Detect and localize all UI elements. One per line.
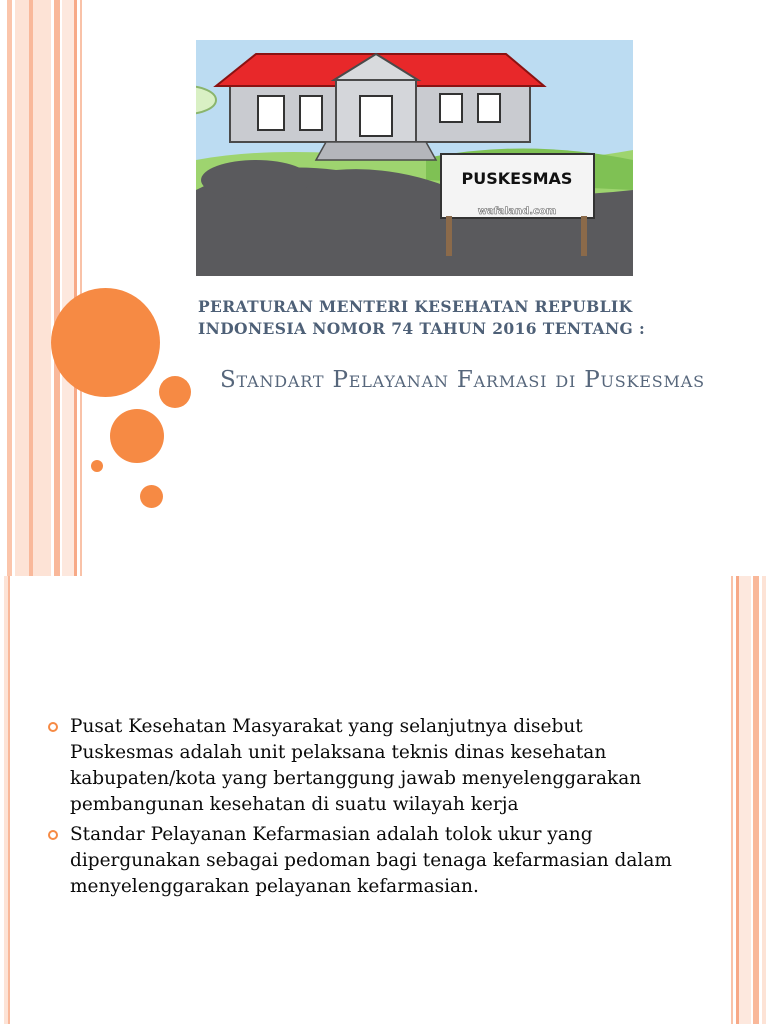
puskesmas-illustration	[196, 40, 633, 276]
bullet-text: Pusat Kesehatan Masyarakat yang selanjutnya disebut Puskesmas adalah unit pelaksana teknis dinas kesehatan kabupaten/kota yang bertanggung jawab menyelenggarakan pembangunan kesehatan di suatu wilayah kerja	[70, 716, 642, 815]
slide-title: Standart Pelayanan Farmasi di Puskesmas	[220, 367, 705, 393]
slide-subtitle: PERATURAN MENTERI KESEHATAN REPUBLIK INDONESIA NOMOR 74 TAHUN 2016 TENTANG :	[198, 297, 646, 338]
bullet-item	[48, 822, 688, 900]
bullet-circle-icon	[48, 722, 58, 732]
puskesmas-sign-text: PUSKESMAS	[461, 169, 573, 188]
decor-circle-small-2	[140, 485, 163, 508]
left-edge-stripe	[0, 576, 10, 1024]
decor-circle-large	[51, 288, 160, 397]
content-slide	[0, 576, 768, 1024]
bullet-circle-icon	[48, 830, 58, 840]
right-stripe-decoration	[731, 576, 768, 1024]
decor-circle-small	[159, 376, 191, 408]
bullet-list	[48, 714, 688, 904]
image-watermark: wafaland.com	[477, 206, 557, 217]
left-stripe-decoration	[0, 0, 82, 576]
decor-circle-medium	[110, 409, 164, 463]
bullet-text: Standar Pelayanan Kefarmasian adalah tolok ukur yang dipergunakan sebagai pedoman bagi tenaga kefarmasian dalam menyelenggarakan pelayanan kefarmasian.	[70, 824, 672, 897]
bullet-item	[48, 714, 688, 818]
decor-circle-tiny	[91, 460, 103, 472]
